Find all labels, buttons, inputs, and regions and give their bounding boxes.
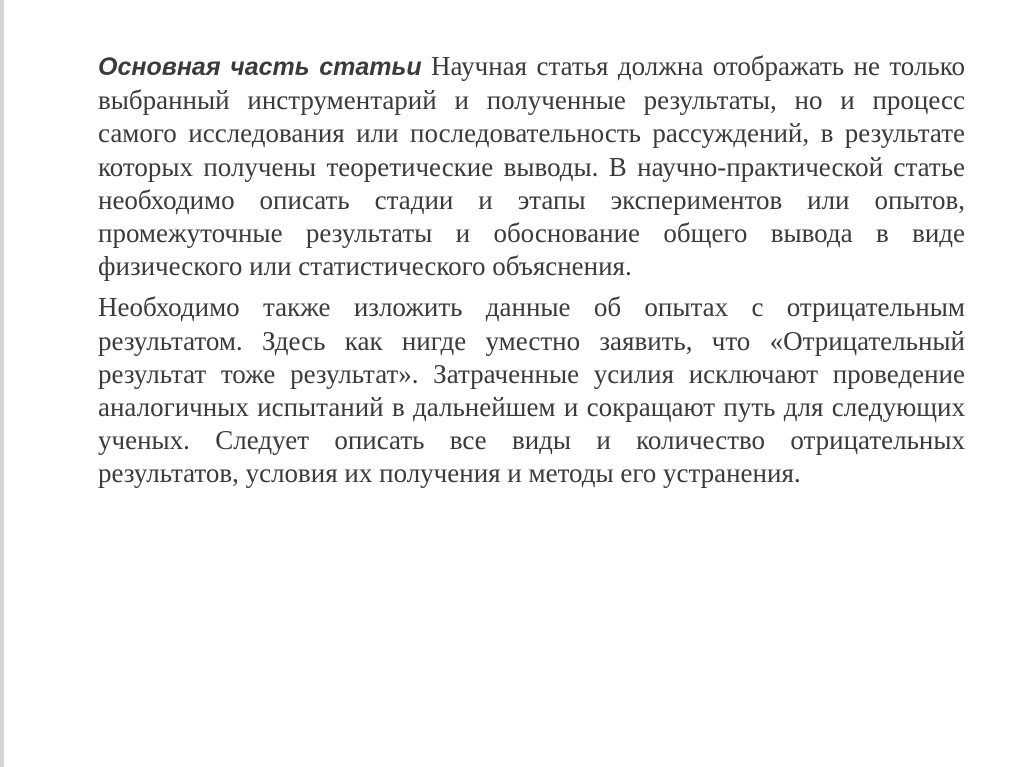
section-heading: Основная часть статьи <box>98 53 422 81</box>
slide-text-body <box>98 50 965 491</box>
paragraph-main-part <box>98 50 965 283</box>
paragraph-1-text: Научная статья должна отображать не только выбранный инструментарий и полученные результаты, но и процесс самого исследования или последовательность рассуждений, в результате которых получены теоретические выводы. В научно-практической статье необходимо описать стадии и этапы экспериментов или опытов, промежуточные результаты и обоснование общего вывода в виде физического или статистического объяснения. <box>98 51 965 282</box>
paragraph-2-text: Необходимо также изложить данные об опытах с отрицательным результатом. Здесь как нигде уместно заявить, что «Отрицательный результат тоже результат». Затраченные усилия исключают проведение аналогичных испытаний в дальнейшем и сокращают путь для следующих ученых. Следует описать все виды и количество отрицательных результатов, условия их получения и методы его устранения. <box>98 292 965 489</box>
slide-left-edge <box>0 0 4 767</box>
paragraph-negative-results <box>98 291 965 490</box>
